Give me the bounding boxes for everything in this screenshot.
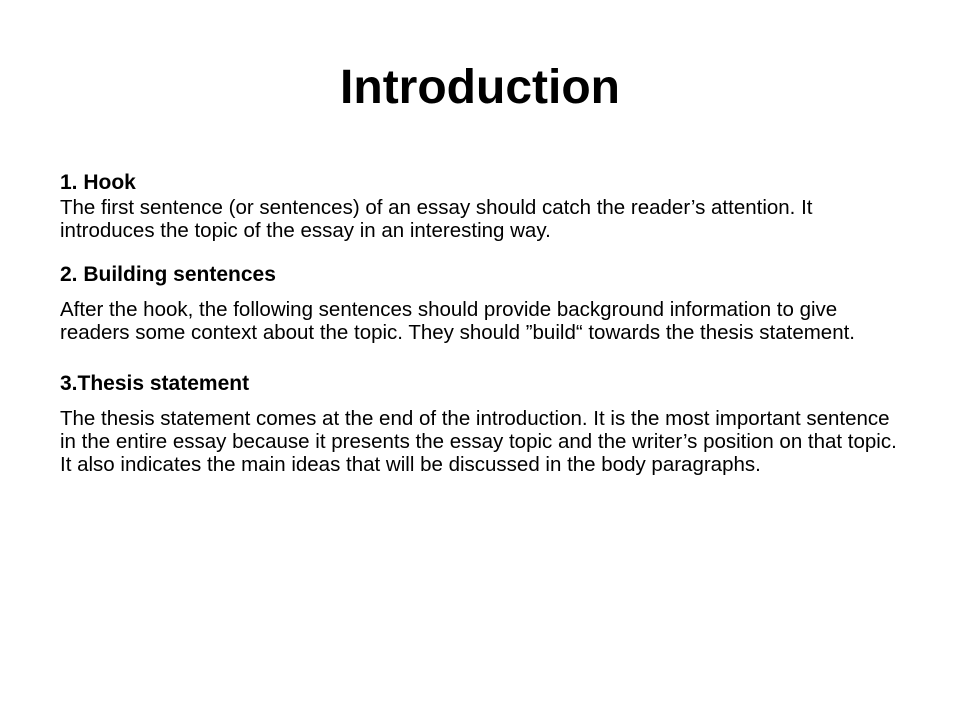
section-body: After the hook, the following sentences should provide background information to give readers some context about the topic. They should ”build“ towards the thesis statement. (60, 298, 855, 344)
section-body: The thesis statement comes at the end of the introduction. It is the most important sentence in the entire essay because it presents the essay topic and the writer’s position on that topic. It also indicates the main ideas that will be discussed in the body paragraphs. (60, 407, 897, 476)
section-building-sentences (60, 262, 910, 344)
section-heading: 3.Thesis statement (60, 372, 250, 395)
section-heading: 2. Building sentences (60, 263, 276, 286)
slide-title: Introduction (340, 61, 620, 114)
section-thesis-statement (60, 371, 910, 476)
section-heading: 1. Hook (60, 171, 136, 194)
section-body: The first sentence (or sentences) of an essay should catch the reader’s attention. It introduces the topic of the essay in an interesting way. (60, 196, 813, 242)
slide-content (60, 170, 910, 476)
section-hook (60, 170, 910, 242)
